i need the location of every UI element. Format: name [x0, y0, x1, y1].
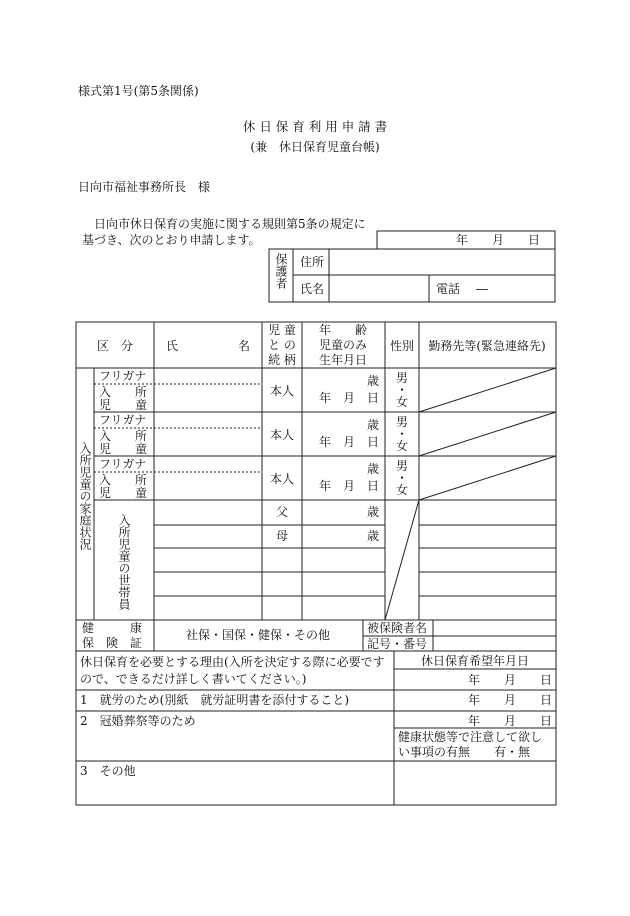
reason-label-2: ので、できるだけ詳しく書いてください。) [80, 672, 307, 686]
furigana-label: フリガナ [99, 369, 147, 383]
header-age-3: 生年月日 [318, 353, 368, 367]
header-age-1: 年 齢 [318, 323, 368, 337]
relation-self: 本人 [269, 428, 295, 442]
form-subtitle: (兼 休日保育児童台帳) [250, 140, 380, 154]
reason-item-work: 1 就労のため(別紙 就労証明書を添付すること) [80, 693, 349, 707]
child-label-2: 児 童 [99, 442, 148, 456]
household-label: 入所児童の世帯員 [117, 514, 131, 610]
guardian-label: 保護者 [274, 253, 288, 289]
intro-line-2: 基づき、次のとおり申請します。 [82, 233, 261, 247]
sex-separator: ・ [395, 471, 409, 485]
sex-male[interactable]: 男 [395, 371, 409, 385]
child-label-2: 児 童 [99, 486, 148, 500]
furigana-label: フリガナ [99, 457, 147, 471]
dob-label: 年 月 日 [319, 435, 380, 449]
header-shi: 氏 [166, 339, 179, 353]
insurance-types[interactable]: 社保・国保・健保・その他 [185, 628, 331, 642]
name-label: 氏名 [300, 282, 325, 296]
age-unit: 歳 [367, 374, 380, 388]
header-sex: 性別 [389, 339, 415, 353]
header-age-2: 児童のみ [318, 338, 368, 352]
header-relation-2: と の [268, 338, 296, 352]
child-label-1: 入 所 [99, 473, 148, 487]
child-label-1: 入 所 [99, 385, 148, 399]
header-work: 勤務先等(緊急連絡先) [428, 339, 546, 353]
phone-label: 電話 ― [436, 282, 488, 296]
child-label-1: 入 所 [99, 429, 148, 443]
dob-label: 年 月 日 [319, 391, 380, 405]
intro-line-1: 日向市休日保育の実施に関する規則第5条の規定に [94, 217, 366, 231]
wish-date-1[interactable]: 年 月 日 [468, 673, 553, 687]
relation-self: 本人 [269, 472, 295, 486]
child-label-2: 児 童 [99, 398, 148, 412]
sex-female[interactable]: 女 [395, 395, 409, 409]
insured-name-label: 被保険者名 [367, 621, 428, 635]
addressee: 日向市福祉事務所長 様 [78, 180, 211, 194]
insurance-label-2: 保 険 証 [82, 636, 143, 650]
sex-separator: ・ [395, 383, 409, 397]
relation-self: 本人 [269, 384, 295, 398]
sex-separator: ・ [395, 427, 409, 441]
header-kubun: 区 分 [96, 339, 134, 353]
health-note-2: い事項の有無 有・無 [398, 745, 531, 759]
application-date[interactable]: 年 月 日 [456, 233, 541, 247]
health-note-1: 健康状態等で注意して欲し [398, 730, 543, 744]
header-relation-3: 続 柄 [268, 353, 296, 367]
sex-female[interactable]: 女 [395, 483, 409, 497]
header-relation-1: 児 童 [268, 323, 296, 337]
wish-date-label: 休日保育希望年月日 [420, 654, 530, 668]
sex-male[interactable]: 男 [395, 459, 409, 473]
address-label: 住所 [300, 255, 325, 269]
age-unit: 歳 [367, 529, 380, 543]
insurance-number-label: 記号・番号 [367, 637, 428, 651]
reason-item-ceremony: 2 冠婚葬祭等のため [80, 714, 196, 728]
relation-mother: 母 [275, 529, 289, 543]
sex-male[interactable]: 男 [395, 415, 409, 429]
age-unit: 歳 [367, 462, 380, 476]
form-number: 様式第1号(第5条関係) [78, 84, 199, 98]
wish-date-3[interactable]: 年 月 日 [468, 714, 553, 728]
header-mei: 名 [238, 339, 251, 353]
age-unit: 歳 [367, 418, 380, 432]
reason-label-1: 休日保育を必要とする理由(入所を決定する際に必要です [80, 655, 385, 669]
family-status-label: 入所児童の家庭状況 [78, 442, 92, 550]
insurance-label-1: 健 康 [82, 621, 143, 635]
dob-label: 年 月 日 [319, 479, 380, 493]
sex-female[interactable]: 女 [395, 439, 409, 453]
form-title: 休 日 保 育 利 用 申 請 書 [242, 119, 388, 134]
relation-father: 父 [275, 505, 289, 519]
age-unit: 歳 [367, 505, 380, 519]
reason-item-other: 3 その他 [80, 764, 136, 778]
furigana-label: フリガナ [99, 413, 147, 427]
wish-date-2[interactable]: 年 月 日 [468, 693, 553, 707]
